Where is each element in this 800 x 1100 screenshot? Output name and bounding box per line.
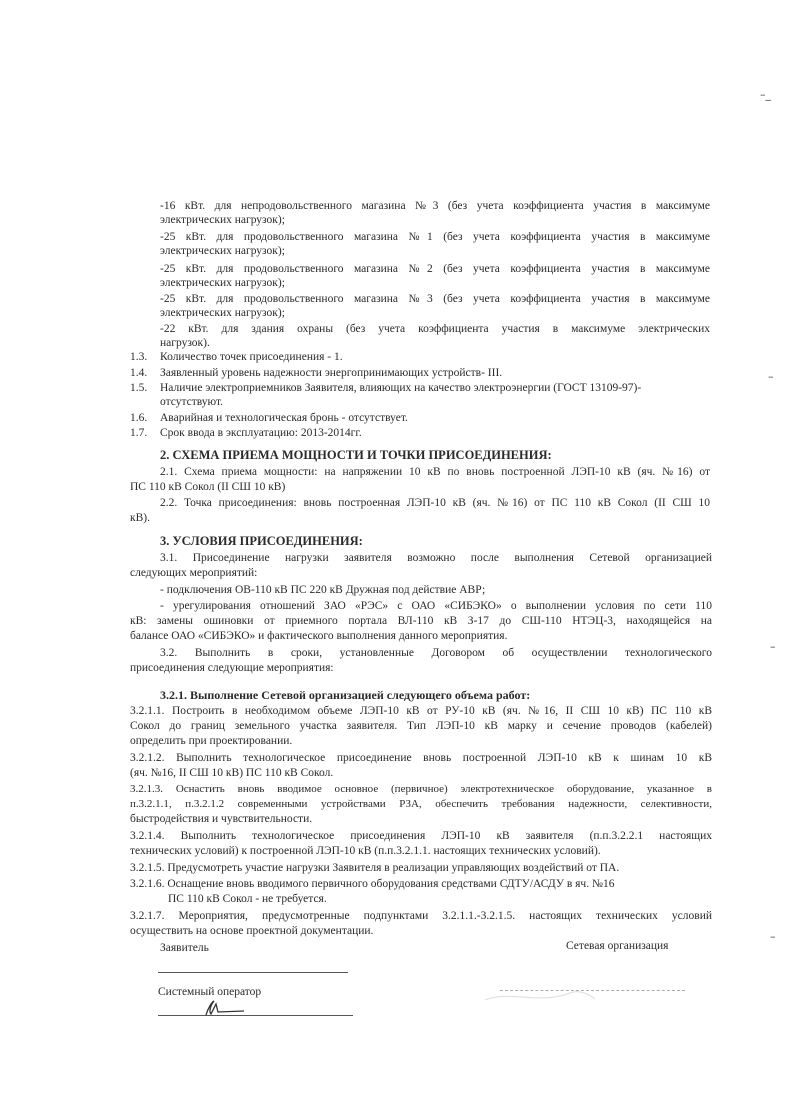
item-text: Наличие электроприемников Заявителя, влияющих на качество электроэнергии (ГОСТ 13109-97)- xyxy=(160,382,642,394)
section-2-p2: 2.2. Точка присоединения: вновь построенная ЛЭП-10 кВ (яч. №16) от ПС 110 кВ Сокол (II СШ 10 xyxy=(160,497,710,509)
section-321-line: 3.2.1.1. Построить в необходимом объеме ЛЭП-10 кВ от РУ-10 кВ (яч. №16, II СШ 10 кВ) ПС 110 кВ xyxy=(130,705,712,717)
section-321-line: осуществить на основе проектной документации. xyxy=(130,925,374,937)
operator-label: Системный оператор xyxy=(158,986,262,998)
scan-mark: –_ xyxy=(760,88,771,101)
power-item-5-cont: нагрузок). xyxy=(160,337,210,349)
item-number: 1.4. xyxy=(130,367,148,379)
applicant-label: Заявитель xyxy=(160,942,209,954)
power-item-2: -25 кВт. для продовольственного магазина №1 (без учета коэффициента участия в максимуме xyxy=(160,231,710,243)
section-3-p2-cont: присоединения следующие мероприятия: xyxy=(130,662,334,674)
scan-mark: – xyxy=(770,640,776,653)
power-item-1-cont: электрических нагрузок); xyxy=(160,214,285,226)
network-label: Сетевая организация xyxy=(566,940,669,952)
section-321-line: 3.2.1.4. Выполнить технологическое присоединения ЛЭП-10 кВ заявителя (п.п.3.2.2.1 настоящих xyxy=(130,830,712,842)
scan-mark: – xyxy=(770,930,776,943)
section-321-line: 3.2.1.3. Оснастить вновь вводимое основное (первичное) электротехническое оборудование, указанное в xyxy=(130,783,712,795)
item-text: Аварийная и технологическая бронь - отсутствует. xyxy=(160,412,408,424)
section-321-line: ПС 110 кВ Сокол - не требуется. xyxy=(168,893,327,905)
section-3-bullet-2-cont: балансе ОАО «СИБЭКО» и фактического выполнения данного мероприятия. xyxy=(130,630,508,642)
section-3-bullet-2: - урегулирования отношений ЗАО «РЭС» с ОАО «СИБЭКО» о выполнении условия по сети 110 xyxy=(160,600,712,612)
item-text: Количество точек присоединения - 1. xyxy=(160,351,343,363)
item-number: 1.5. xyxy=(130,382,148,394)
section-3-title: 3. УСЛОВИЯ ПРИСОЕДИНЕНИЯ: xyxy=(160,534,363,548)
section-321-line: 3.2.1.5. Предусмотреть участие нагрузки Заявителя в реализации управляющих воздействий от ПА. xyxy=(130,862,620,874)
scan-mark: – xyxy=(768,370,774,383)
section-2-p2-cont: кВ). xyxy=(130,512,150,524)
section-321-line: определить при проектировании. xyxy=(130,735,293,747)
section-3-bullet-1: - подключения ОВ-110 кВ ПС 220 кВ Дружная под действие АВР; xyxy=(160,584,486,596)
section-3-p1: 3.1. Присоединение нагрузки заявителя возможно после выполнения Сетевой организацией xyxy=(160,552,712,564)
section-2-p1: 2.1. Схема приема мощности: на напряжении 10 кВ по вновь построенной ЛЭП-10 кВ (яч. №16) от xyxy=(160,466,710,478)
section-3-p1-cont: следующих мероприятий: xyxy=(130,567,258,579)
power-item-3-cont: электрических нагрузок); xyxy=(160,277,285,289)
section-3-p2: 3.2. Выполнить в сроки, установленные Договором об осуществлении технологического xyxy=(160,647,712,659)
section-3-bullet-2-cont: кВ: замены ошиновки от приемного портала ВЛ-110 кВ З-17 до СШ-110 НТЭЦ-3, находящейся на xyxy=(130,615,712,627)
section-321-line: (яч. №16, II СШ 10 кВ) ПС 110 кВ Сокол. xyxy=(130,767,334,779)
applicant-signature-line xyxy=(158,972,348,973)
power-item-2-cont: электрических нагрузок); xyxy=(160,245,285,257)
item-number: 1.6. xyxy=(130,412,148,424)
section-321-line: 3.2.1.2. Выполнить технологическое присоединение вновь построенной ЛЭП-10 кВ к шинам 10 кВ xyxy=(130,752,712,764)
item-text-cont: отсутствуют. xyxy=(160,396,224,408)
section-321-line: технических условий) к построенной ЛЭП-10 кВ (п.п.3.2.1.1. настоящих технических условий). xyxy=(130,845,601,857)
power-item-4: -25 кВт. для продовольственного магазина №3 (без учета коэффициента участия в максимуме xyxy=(160,293,710,305)
power-item-5: -22 кВт. для здания охраны (без учета коэффициента участия в максимуме электрических xyxy=(160,323,710,335)
power-item-3: -25 кВт. для продовольственного магазина №2 (без учета коэффициента участия в максимуме xyxy=(160,263,710,275)
section-321-line: п.3.2.1.1, п.3.2.1.2 современными устройствами РЗА, обеспечить требования надежности, селективности, xyxy=(130,798,712,810)
section-2-p1-cont: ПС 110 кВ Сокол (II СШ 10 кВ) xyxy=(130,481,286,493)
section-321-line: быстродействия и чувствительности. xyxy=(130,813,313,825)
section-321-line: 3.2.1.7. Мероприятия, предусмотренные подпунктами 3.2.1.1.-3.2.1.5. настоящих технических условий xyxy=(130,910,712,922)
section-2-title: 2. СХЕМА ПРИЕМА МОЩНОСТИ И ТОЧКИ ПРИСОЕДИНЕНИЯ: xyxy=(160,448,552,462)
item-text: Заявленный уровень надежности энергопринимающих устройств- III. xyxy=(160,367,503,379)
item-number: 1.7. xyxy=(130,427,148,439)
network-stamp-faint xyxy=(480,975,600,1015)
section-321-title: 3.2.1. Выполнение Сетевой организацией следующего объема работ: xyxy=(160,688,531,702)
section-321-line: Сокол до границ земельного участка заявителя. Тип ЛЭП-10 кВ марку и сечение проводов (кабелей) xyxy=(130,720,712,732)
section-321-line: 3.2.1.6. Оснащение вновь вводимого первичного оборудования средствами СДТУ/АСДУ в яч. №16 xyxy=(130,878,615,890)
power-item-1: -16 кВт. для непродовольственного магазина №3 (без учета коэффициента участия в максимуме xyxy=(160,200,710,212)
item-number: 1.3. xyxy=(130,351,148,363)
operator-signature xyxy=(198,998,258,1018)
item-text: Срок ввода в эксплуатацию: 2013-2014гг. xyxy=(160,427,362,439)
power-item-4-cont: электрических нагрузок); xyxy=(160,307,285,319)
